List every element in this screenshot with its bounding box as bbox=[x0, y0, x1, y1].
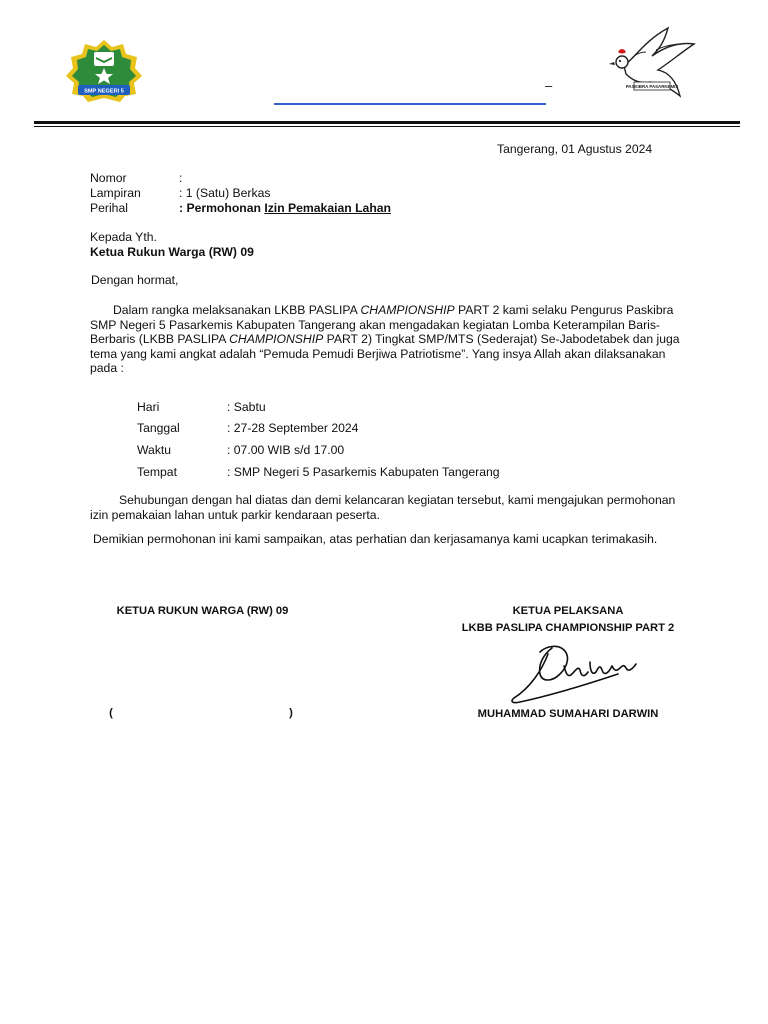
schedule-value: : SMP Negeri 5 Pasarkemis Kabupaten Tangerang bbox=[227, 465, 500, 479]
left-signatory-title: KETUA RUKUN WARGA (RW) 09 bbox=[116, 605, 289, 617]
paskibra-logo bbox=[606, 22, 698, 102]
svg-text:SMP NEGERI 5: SMP NEGERI 5 bbox=[84, 88, 124, 95]
schedule-value: : Sabtu bbox=[227, 400, 266, 414]
perihal-value bbox=[179, 201, 391, 216]
schedule-label: Tempat bbox=[137, 465, 177, 479]
header-blue-line bbox=[274, 103, 546, 105]
right-signatory-title-2: LKBB PASLIPA CHAMPIONSHIP PART 2 bbox=[461, 622, 675, 634]
body-paragraph-3: Demikian permohonan ini kami sampaikan, atas perhatian dan kerjasamanya kami ucapkan terimakasih. bbox=[93, 532, 658, 546]
p1-text-2: PART 2 kami selaku Pengurus Paskibra SMP Negeri 5 Pasarkemis Kabupaten Tangerang akan mengadakan kegiatan Lomba Keterampilan Baris-Berbaris (LKBB PASLIPA bbox=[90, 303, 674, 346]
handwritten-signature bbox=[508, 644, 643, 708]
header-rule-thick bbox=[34, 121, 740, 124]
left-signature-open-paren: ( bbox=[109, 707, 113, 719]
p1-text-3: PART 2) Tingkat SMP/MTS (Sederajat) Se-Jabodetabek dan juga tema yang kami angkat adalah “Pemuda Pemudi Berjiwa Patriotisme”. Yang insya Allah akan dilaksanakan pada : bbox=[90, 332, 680, 375]
recipient-name: Ketua Rukun Warga (RW) 09 bbox=[90, 245, 254, 259]
school-logo bbox=[64, 38, 144, 104]
left-signature-close-paren: ) bbox=[289, 707, 293, 719]
schedule-label: Hari bbox=[137, 400, 160, 414]
p1-italic-2: CHAMPIONSHIP bbox=[229, 332, 324, 346]
perihal-label: Perihal bbox=[90, 201, 128, 215]
schedule-value: : 27-28 September 2024 bbox=[227, 421, 359, 435]
nomor-value: : bbox=[179, 171, 183, 185]
right-signatory-name: MUHAMMAD SUMAHARI DARWIN bbox=[477, 708, 659, 720]
body-paragraph-1 bbox=[90, 303, 680, 376]
body-paragraph-2: Sehubungan dengan hal diatas dan demi kelancaran kegiatan tersebut, kami mengajukan permohonan izin pemakaian lahan untuk parkir kendaraan peserta. bbox=[90, 493, 676, 522]
paskibra-logo-text: PASKIBRA PASARKEMIS bbox=[625, 84, 679, 89]
lampiran-value: : 1 (Satu) Berkas bbox=[179, 186, 271, 200]
nomor-label: Nomor bbox=[90, 171, 127, 185]
right-signatory-title-1: KETUA PELAKSANA bbox=[512, 605, 624, 617]
schedule-value: : 07.00 WIB s/d 17.00 bbox=[227, 443, 345, 457]
date-line: Tangerang, 01 Agustus 2024 bbox=[497, 142, 653, 156]
header-rule-thin bbox=[34, 126, 740, 127]
p1-italic-1: CHAMPIONSHIP bbox=[360, 303, 455, 317]
salutation: Dengan hormat, bbox=[91, 273, 179, 287]
recipient-greeting: Kepada Yth. bbox=[90, 230, 157, 244]
p1-text-1: Dalam rangka melaksanakan LKBB PASLIPA bbox=[113, 303, 361, 317]
schedule-label: Waktu bbox=[137, 443, 172, 457]
header-dash: – bbox=[545, 78, 553, 93]
perihal-prefix: : Permohonan bbox=[179, 201, 265, 215]
perihal-subject: Izin Pemakaian Lahan bbox=[264, 201, 391, 215]
lampiran-label: Lampiran bbox=[90, 186, 141, 200]
schedule-label: Tanggal bbox=[137, 421, 180, 435]
